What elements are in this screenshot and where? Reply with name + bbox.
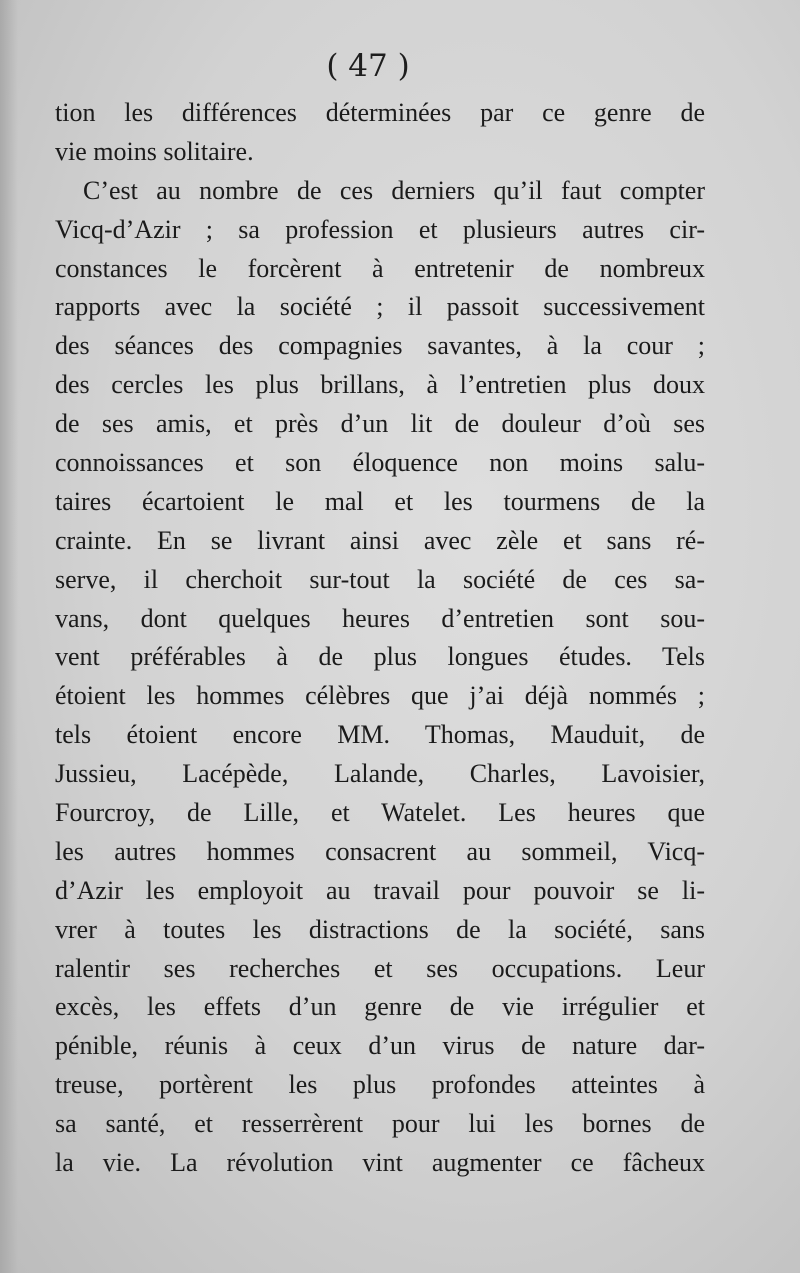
text-line: tion les différences déterminées par ce genre de <box>55 98 705 127</box>
text-line: sa santé, et resserrèrent pour lui les bornes de <box>55 1109 705 1139</box>
text-line: ralentir ses recherches et ses occupations. Leur <box>55 953 705 983</box>
text-line: vent préférables à de plus longues études. Tels <box>55 642 705 672</box>
text-line: vans, dont quelques heures d’entretien sont sou- <box>55 603 705 633</box>
text-line: vie moins solitaire. <box>55 136 254 166</box>
text-line: des cercles les plus brillans, à l’entretien plus doux <box>55 370 705 400</box>
text-line: les autres hommes consacrent au sommeil, Vicq- <box>55 836 705 866</box>
text-line: vrer à toutes les distractions de la société, sans <box>55 914 705 944</box>
text-line: constances le forcèrent à entretenir de nombreux <box>55 253 705 283</box>
text-line: de ses amis, et près d’un lit de douleur d’où ses <box>55 409 705 439</box>
text-line: étoient les hommes célèbres que j’ai déjà nommés ; <box>55 681 705 711</box>
text-line: Vicq-d’Azir ; sa profession et plusieurs autres cir- <box>55 214 705 244</box>
text-line: pénible, réunis à ceux d’un virus de nature dar- <box>55 1031 705 1061</box>
text-line: des séances des compagnies savantes, à la cour ; <box>55 331 705 361</box>
gutter-shadow <box>0 0 18 1273</box>
text-line: rapports avec la société ; il passoit successivement <box>55 292 705 322</box>
text-line: connoissances et son éloquence non moins salu- <box>55 448 705 478</box>
text-line: la vie. La révolution vint augmenter ce fâcheux <box>55 1148 705 1178</box>
text-line: Fourcroy, de Lille, et Watelet. Les heures que <box>55 798 705 828</box>
text-line: serve, il cherchoit sur-tout la société de ces sa- <box>55 564 705 594</box>
text-line: Jussieu, Lacépède, Lalande, Charles, Lavoisier, <box>55 759 705 789</box>
text-line: excès, les effets d’un genre de vie irrégulier et <box>55 992 705 1022</box>
text-line: taires écartoient le mal et les tourmens de la <box>55 486 705 516</box>
text-line: crainte. En se livrant ainsi avec zèle et sans ré- <box>55 525 705 555</box>
text-line: C’est au nombre de ces derniers qu’il faut compter <box>83 175 705 205</box>
text-line: treuse, portèrent les plus profondes atteintes à <box>55 1070 705 1100</box>
text-line: tels étoient encore MM. Thomas, Mauduit, de <box>55 720 705 750</box>
text-line: d’Azir les employoit au travail pour pouvoir se li- <box>55 875 705 905</box>
body-text <box>55 94 705 1183</box>
page-number: ( 47 ) <box>326 48 410 84</box>
